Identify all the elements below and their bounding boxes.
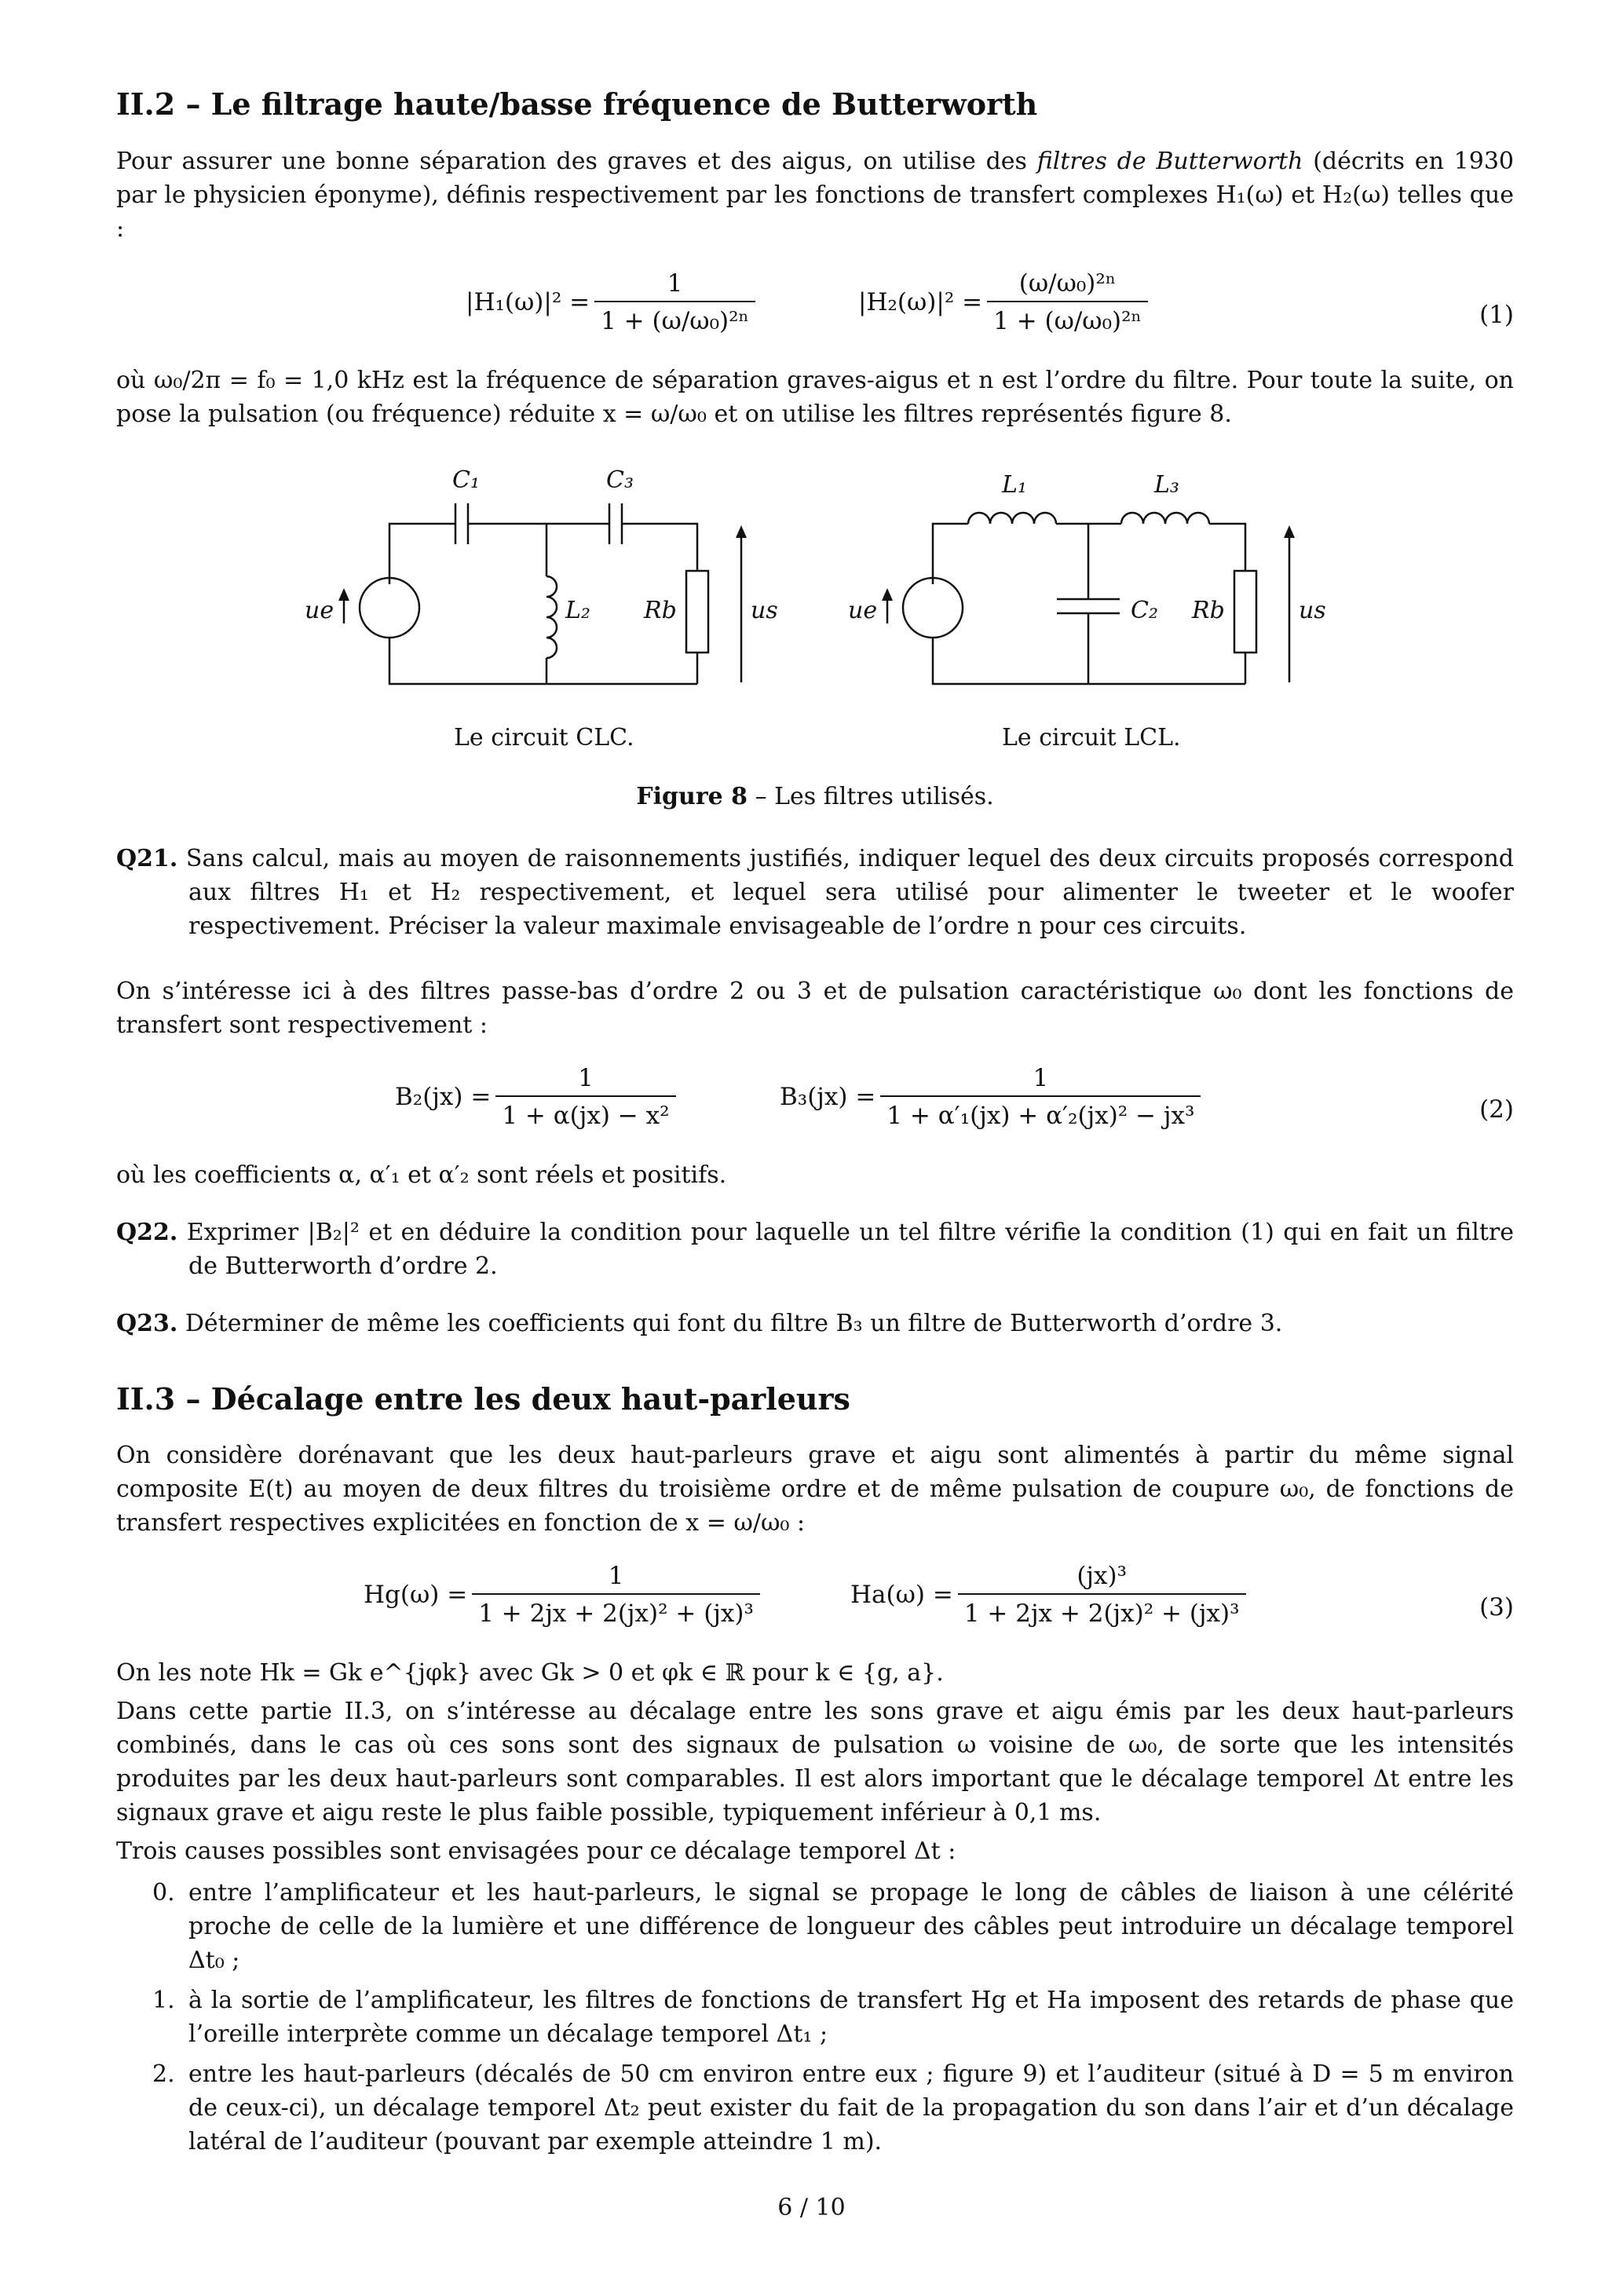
notation-line: On les note Hk = Gk e^{jφk} avec Gk > 0 et φk ∈ ℝ pour k ∈ {g, a}. xyxy=(116,1659,944,1687)
lowpass-intro: On s’intéresse ici à des filtres passe-bas d’ordre 2 ou 3 et de pulsation caractéristique ω₀ dont les fonctions de transfert sont respectivement : xyxy=(116,977,1514,1039)
section2-paragraph-1: Dans cette partie II.3, on s’intéresse au décalage entre les sons grave et aigu émis par les deux haut-parleurs combinés, dans le cas où ces sons sont des signaux de pulsation ω voisine de ω₀, de sorte que les intensités produites par les deux haut-parleurs sont comparables. Il est alors important que le décalage temporel Δt entre les signaux grave et aigu reste le plus faible possible, typiquement inférieur à 0,1 ms. xyxy=(116,1698,1514,1827)
label-us-clc: us xyxy=(751,596,778,624)
page-number: 6 / 10 xyxy=(777,2194,846,2221)
caption-clc: Le circuit CLC. xyxy=(454,723,634,751)
label-rb-lcl: Rb xyxy=(1192,596,1225,624)
label-ue-clc: ue xyxy=(305,596,334,624)
label-c2: C₂ xyxy=(1131,596,1158,624)
equation-number: (1) xyxy=(1479,300,1514,329)
clc-resistor-rb xyxy=(686,571,708,653)
label-l2: L₂ xyxy=(565,596,590,624)
eq1-left: |H₁(ω)|² = $\frac{1}{\text{1 + (ω/ω₀)²ⁿ}}$ xyxy=(466,269,760,335)
eq3-left: Hg(ω) = $\frac{1}{\text{1 + 2jx + 2(jx)² + (jx)³}}$ xyxy=(364,1562,765,1628)
section-title-ii3: II.3 – Décalage entre les deux haut-parleurs xyxy=(116,1380,850,1417)
question-q21: Q21. Sans calcul, mais au moyen de raisonnements justifiés, indiquer lequel des deux circuits proposés correspond aux filtres H₁ et H₂ respectivement, et lequel sera utilisé pour alimenter le tweeter et le woofer respectivement. Préciser la valeur maximale envisageable de l’ordre n pour ces circuits. xyxy=(116,844,1514,940)
label-l1: L₁ xyxy=(1002,470,1027,499)
label-c3: C₃ xyxy=(606,466,634,494)
eq1-right: |H₂(ω)|² = $\frac{\text{(ω/ω₀)²ⁿ}}{\text{1 + (ω/ω₀)²ⁿ}}$ xyxy=(858,269,1153,335)
section2-intro: On considère dorénavant que les deux haut-parleurs grave et aigu sont alimentés à partir du même signal composite E(t) au moyen de deux filtres du troisième ordre et de même pulsation de coupure ω₀, de fonctions de transfert respectives explicitées en fonction de x = ω/ω₀ : xyxy=(116,1442,1514,1537)
section2-paragraph-2: Trois causes possibles sont envisagées pour ce décalage temporel Δt : xyxy=(116,1837,956,1866)
eq3-right: Ha(ω) = $\frac{\text{(jx)³}}{\text{1 + 2jx + 2(jx)² + (jx)³}}$ xyxy=(850,1562,1251,1628)
lcl-inductor-l1 xyxy=(968,513,1056,524)
label-us-lcl: us xyxy=(1299,596,1326,624)
figure-caption: Figure 8 – Les filtres utilisés. xyxy=(636,782,994,810)
page-content xyxy=(116,86,1514,2165)
equation-number: (2) xyxy=(1479,1095,1514,1124)
equation-2 xyxy=(116,1064,1514,1158)
intro-paragraph: Pour assurer une bonne séparation des graves et des aigus, on utilise des filtres de Butterworth (décrits en 1930 par le physicien éponyme), définis respectivement par les fonctions de transfert complexes H₁(ω) et H₂(ω) telles que : xyxy=(116,147,1515,243)
lcl-inductor-l3 xyxy=(1121,513,1209,524)
lcl-source xyxy=(903,578,963,638)
causes-list xyxy=(116,1876,1514,2159)
label-rb-clc: Rb xyxy=(644,596,677,624)
equation-number: (3) xyxy=(1479,1593,1514,1622)
equation-3 xyxy=(116,1562,1514,1656)
list-item: 2. entre les haut-parleurs (décalés de 50 cm environ entre eux ; figure 9) et l’auditeur (situé à D = 5 m environ de ceux-ci), un décalage temporel Δt₂ peut exister du fait de la propagation du son dans l’air et d’un décalage latéral de l’auditeur (pouvant par exemple atteindre 1 m). xyxy=(152,2060,1514,2156)
circuit-diagrams xyxy=(116,447,1514,777)
lcl-resistor-rb xyxy=(1234,571,1256,653)
clc-inductor-l2 xyxy=(546,576,557,658)
eq2-left: B₂(jx) = $\frac{1}{\text{1 + α(jx) − x²}}$ xyxy=(395,1064,681,1130)
list-item: 1. à la sortie de l’amplificateur, les filtres de fonctions de transfert Hg et Ha imposent des retards de phase que l’oreille interprète comme un décalage temporel Δt₁ ; xyxy=(152,1987,1514,2049)
clc-wire-left xyxy=(389,524,455,584)
label-c1: C₁ xyxy=(452,466,480,494)
figure-8 xyxy=(116,447,1514,777)
question-q22: Q22. Exprimer |B₂|² et en déduire la condition pour laquelle un tel filtre vérifie la condition (1) qui en fait un filtre de Butterworth d’ordre 2. xyxy=(116,1218,1514,1280)
eq2-right: B₃(jx) = $\frac{1}{\text{1 + α′₁(jx) + α′₂(jx)² − jx³}}$ xyxy=(780,1064,1205,1130)
label-ue-lcl: ue xyxy=(848,596,878,624)
question-q23: Q23. Déterminer de même les coefficients qui font du filtre B₃ un filtre de Butterworth d’ordre 3. xyxy=(116,1309,1283,1337)
clc-source xyxy=(360,578,419,638)
caption-lcl: Le circuit LCL. xyxy=(1002,723,1181,751)
label-l3: L₃ xyxy=(1154,470,1179,499)
section-title-ii2: II.2 – Le filtrage haute/basse fréquence de Butterworth xyxy=(116,86,1038,122)
equation-1 xyxy=(116,269,1514,364)
after-eq1-paragraph: où ω₀/2π = f₀ = 1,0 kHz est la fréquence de séparation graves-aigus et n est l’ordre du filtre. Pour toute la suite, on pose la pulsation (ou fréquence) réduite x = ω/ω₀ et on utilise les filtres représentés figure 8. xyxy=(116,366,1514,428)
list-item: 0. entre l’amplificateur et les haut-parleurs, le signal se propage le long de câbles de liaison à une célérité proche de celle de la lumière et une différence de longueur des câbles peut introduire un décalage temporel Δt₀ ; xyxy=(152,1879,1514,1975)
after-eq2-paragraph: où les coefficients α, α′₁ et α′₂ sont réels et positifs. xyxy=(116,1161,727,1189)
